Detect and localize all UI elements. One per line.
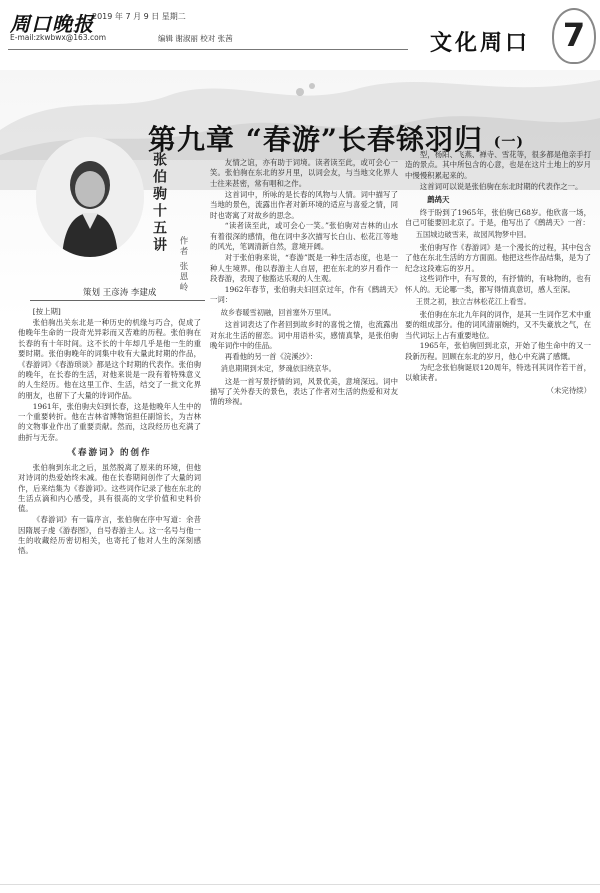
subheading: 《春游词》的创作 bbox=[67, 448, 152, 459]
poem-line: 故乡春暖雪初融，回首塞外万里风。 bbox=[220, 307, 336, 317]
poem-line: 王贯之初，独立吉林松花江上看雪。 bbox=[415, 297, 531, 307]
paragraph: 张伯驹在东北九年间的词作，是其一生词作艺术中重要的组成部分。他的词风清丽婉约，又不失豪放之气，在当代词坛上占有重要地位。 bbox=[405, 309, 591, 340]
article-column-left bbox=[18, 307, 201, 879]
paragraph: 友情之谊，亦有助于词境。读者读至此，或可会心一笑。张伯驹在东北的岁月里，以词会友，与当地文化界人士往来甚密，常有唱和之作。 bbox=[210, 158, 398, 188]
poem-line: 消息期期到未定，梦魂依旧绕京华。 bbox=[220, 364, 336, 374]
paragraph: 这是一首写景抒情的词，风景优美，意境深远。词中描写了关外春天的景色，表达了作者对生活的热爱和对友情的珍视。 bbox=[210, 376, 398, 407]
poem-title: 鹧鸪天 bbox=[427, 195, 450, 205]
paragraph: 型，杨阳、飞燕、禅寺、雪花等，很多都是他亲手打造的景点。其中所包含的心意，也是在这片土地上的岁月中慢慢积累起来的。 bbox=[405, 150, 591, 180]
chapter-title-text: 第九章 “春游”长春铩羽归 bbox=[148, 123, 483, 156]
masthead-rule bbox=[8, 49, 408, 50]
paragraph: 张伯驹出关东北是一种历史的机缘与巧合，促成了他晚年生命的一段奇光异彩而又苦难的历程。张伯驹在长春的有十年时间。这不长的十年却几乎是他一生的重要时期。张伯驹晚年的词集中收有大量此时期的作品，《春游词》《春游琐谈》都是这个时期的代表作。张伯驹的晚年，在长春的生活，对他来说是一段有着特殊意义的人生经历。他在这里工作、生活，结交了一批文化界的朋友，也留下了大量的诗词作品。 bbox=[18, 317, 201, 400]
chapter-part: (一) bbox=[493, 134, 524, 151]
author-portrait bbox=[36, 137, 144, 257]
paragraph: 对于张伯驹来说，“春游”既是一种生活态度，也是一种人生境界。他以春游主人自居，把在东北的岁月看作一段春游，表现了他豁达乐观的人生观。 bbox=[210, 253, 398, 283]
to-be-continued: （未完待续） bbox=[546, 385, 591, 395]
paragraph: 张伯驹到东北之后，虽然脱离了原来的环境，但他对诗词的热爱始终未减。他在长春期间创作了大量的词作，后来结集为《春游词》。这些词作记录了他在东北的生活点滴和内心感受，具有很高的文学价值和史料价值。 bbox=[18, 462, 201, 514]
contact-email: E-mail:zkwbwx@163.com bbox=[10, 33, 107, 42]
editor-credits: 编辑 谢淑丽 校对 张茜 bbox=[158, 34, 233, 43]
paragraph: 这首词中，所咏的是长春的风物与人情。词中描写了当地的景色，流露出作者对新环境的适应与喜爱之情，同时也寄寓了对故乡的思念。 bbox=[210, 189, 398, 220]
paragraph: 《春游词》有一篇序言，张伯驹在序中写道：余昔因隋展子虔《游春图》，自号春游主人。这一名号与他一生的收藏经历密切相关，也寄托了他对人生的深刻感悟。 bbox=[18, 515, 201, 556]
footer-rule bbox=[0, 884, 600, 885]
paragraph: 为纪念张伯驹诞辰120周年，特选刊其词作若干首，以飨读者。 bbox=[405, 362, 591, 383]
newspaper-logo: 周口晚报 bbox=[10, 12, 94, 36]
credit-rule bbox=[30, 300, 205, 301]
page-number: 7 bbox=[552, 8, 596, 64]
paragraph: 终于盼到了1965年，张伯驹已68岁。他欣喜一场，自己可能要回北京了。于是，他写出了《鹧鸪天》一首： bbox=[405, 207, 591, 227]
section-title: 文化周口 bbox=[430, 30, 531, 56]
author-name: 作者 张恩岭 bbox=[178, 236, 188, 294]
paragraph: 再看他的另一首《浣溪沙》： bbox=[224, 351, 318, 361]
paragraph: 1965年，张伯驹回到北京，开始了他生命中的又一段新历程。回顾在东北的岁月，他心中充满了感慨。 bbox=[405, 341, 591, 361]
paragraph: 1962年春节，张伯驹夫妇回京过年，作有《鹧鸪天》一词： bbox=[210, 284, 398, 305]
paragraph: 这首词表达了作者回到故乡时的喜悦之情，也流露出对东北生活的留恋。词中用语朴实，感情真挚，是张伯驹晚年词作中的佳品。 bbox=[210, 320, 398, 350]
masthead bbox=[0, 0, 600, 70]
novel-title: 张伯驹十五讲 bbox=[151, 152, 167, 254]
planning-credit: 策划 王彦涛 李建成 bbox=[83, 288, 157, 298]
poem-line: 五国城边破雪来，故园风物梦中回。 bbox=[415, 230, 531, 240]
paragraph: “读者读至此，或可会心一笑。”张伯驹对吉林的山水有着很深的感情，他在词中多次描写长白山、松花江等地的风光，笔调清新自然，意境开阔。 bbox=[210, 221, 398, 252]
paragraph: 张伯驹写作《春游词》是一个漫长的过程，其中包含了他在东北生活的方方面面。他把这些作品结集，是为了纪念这段难忘的岁月。 bbox=[405, 242, 591, 273]
article-column-middle bbox=[210, 158, 398, 880]
paragraph: 这些词作中，有写景的，有抒情的，有咏物的，也有怀人的。无论哪一类，都写得情真意切，感人至深。 bbox=[405, 274, 591, 294]
issue-date: 2019 年 7 月 9 日 星期二 bbox=[92, 12, 186, 21]
paragraph: 1961年，张伯驹夫妇到长春，这是他晚年人生中的一个重要转折。他在吉林省博物馆担任副馆长，为吉林的文物事业作出了重要贡献。然而，这段经历也充满了曲折与无奈。 bbox=[18, 401, 201, 442]
paragraph: 这首词可以说是张伯驹在东北时期的代表作之一。 bbox=[419, 181, 583, 191]
portrait-icon bbox=[36, 137, 144, 257]
article-column-right bbox=[405, 150, 591, 880]
paragraph: [按上期] bbox=[32, 307, 61, 316]
